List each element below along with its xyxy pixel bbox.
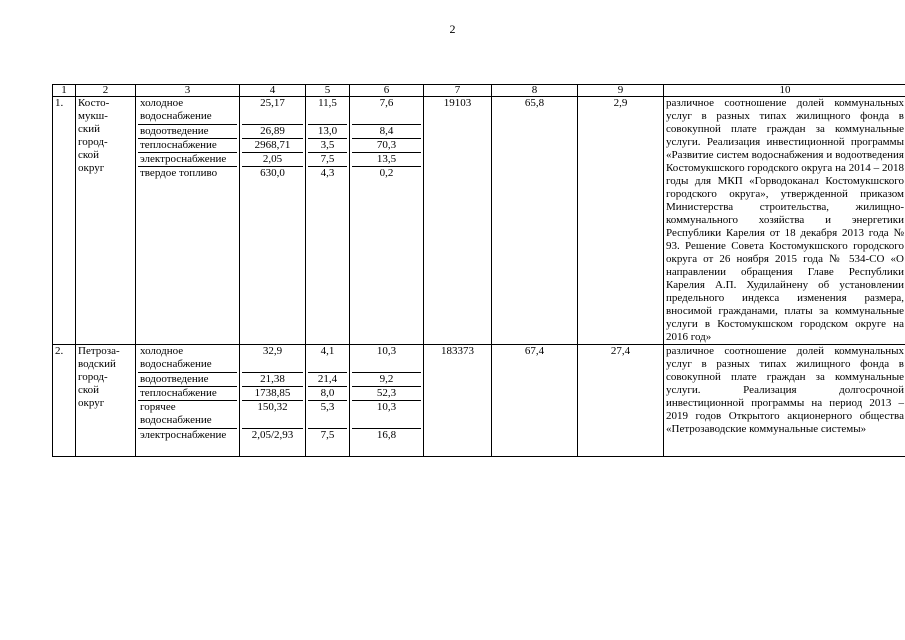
header-cell: 5 bbox=[306, 85, 350, 97]
header-cell: 4 bbox=[240, 85, 306, 97]
description-cell: различное соотношение долей коммунальных услуг в разных типах жилищного фонда в совокупной плате граждан за коммунальные услуги. Реализация инвестиционной программы «Развитие систем водоснабжения и водоотведения Костомукшского городского округа на 2014 – 2018 годы для МКП «Горводоканал Костомукшского городского округа», утвержденной приказом Министерства строительства, жилищно-коммунального хозяйства и энергетики Республики Карелия от 18 декабря 2013 года № 93. Решение Совета Костомукшского городского округа от 26 ноября 2015 года № 534-СО «О направлении обращения Главе Республики Карелия А.П. Худилайнену об установлении предельного индекса изменения размера, вносимой гражданами, платы за коммунальные услуги в Костомукшском городском округе на 2016 год» bbox=[664, 97, 905, 345]
description-cell: различное соотношение долей коммунальных услуг в разных типах жилищного фонда в совокупной плате граждан за коммунальные услуги. Реализация долгосрочной инвестиционной программы на период 2013 – 2019 годов Открытого акционерного общества «Петрозаводские коммунальные системы» bbox=[664, 345, 905, 457]
share-cell: 67,4 bbox=[492, 345, 578, 457]
service-label: электроснабжение bbox=[138, 153, 237, 167]
value-cell-col5: 4,1 21,4 8,0 5,3 7,5 bbox=[306, 345, 350, 457]
services-cell bbox=[136, 97, 240, 345]
service-label: электроснабжение bbox=[140, 429, 227, 441]
value-cell-col4: 25,17 26,89 2968,71 2,05 630,0 bbox=[240, 97, 306, 345]
municipality-name: Косто- мукш- ский город- ской округ bbox=[76, 97, 136, 345]
data-table bbox=[52, 84, 905, 457]
service-label: горячее водоснабжение bbox=[138, 401, 237, 429]
page-number: 2 bbox=[449, 22, 456, 36]
header-cell: 7 bbox=[424, 85, 492, 97]
service-label: холодное водоснабжение bbox=[138, 345, 237, 373]
header-cell: 1 bbox=[53, 85, 76, 97]
header-cell: 9 bbox=[578, 85, 664, 97]
header-cell: 3 bbox=[136, 85, 240, 97]
share-cell: 65,8 bbox=[492, 97, 578, 345]
table-row bbox=[53, 345, 905, 457]
service-label: твердое топливо bbox=[140, 167, 218, 179]
value-cell-col6: 10,3 9,2 52,3 10,3 16,8 bbox=[350, 345, 424, 457]
header-cell: 8 bbox=[492, 85, 578, 97]
population-cell: 19103 bbox=[424, 97, 492, 345]
row-number: 1. bbox=[53, 97, 76, 345]
service-label: теплоснабжение bbox=[138, 387, 237, 401]
service-label: водоотведение bbox=[138, 373, 237, 387]
table-row bbox=[53, 97, 905, 345]
value-cell-col6: 7,6 8,4 70,3 13,5 0,2 bbox=[350, 97, 424, 345]
service-label: водоотведение bbox=[138, 125, 237, 139]
service-label: холодное водоснабжение bbox=[138, 97, 237, 125]
row-number: 2. bbox=[53, 345, 76, 457]
header-cell: 2 bbox=[76, 85, 136, 97]
header-cell: 10 bbox=[664, 85, 905, 97]
value-cell-col5: 11,5 13,0 3,5 7,5 4,3 bbox=[306, 97, 350, 345]
services-cell bbox=[136, 345, 240, 457]
index-cell: 2,9 bbox=[578, 97, 664, 345]
service-label: теплоснабжение bbox=[138, 139, 237, 153]
header-cell: 6 bbox=[350, 85, 424, 97]
index-cell: 27,4 bbox=[578, 345, 664, 457]
municipality-name: Петроза- водский город- ской округ bbox=[76, 345, 136, 457]
population-cell: 183373 bbox=[424, 345, 492, 457]
header-row bbox=[53, 85, 905, 97]
value-cell-col4: 32,9 21,38 1738,85 150,32 2,05/2,93 bbox=[240, 345, 306, 457]
